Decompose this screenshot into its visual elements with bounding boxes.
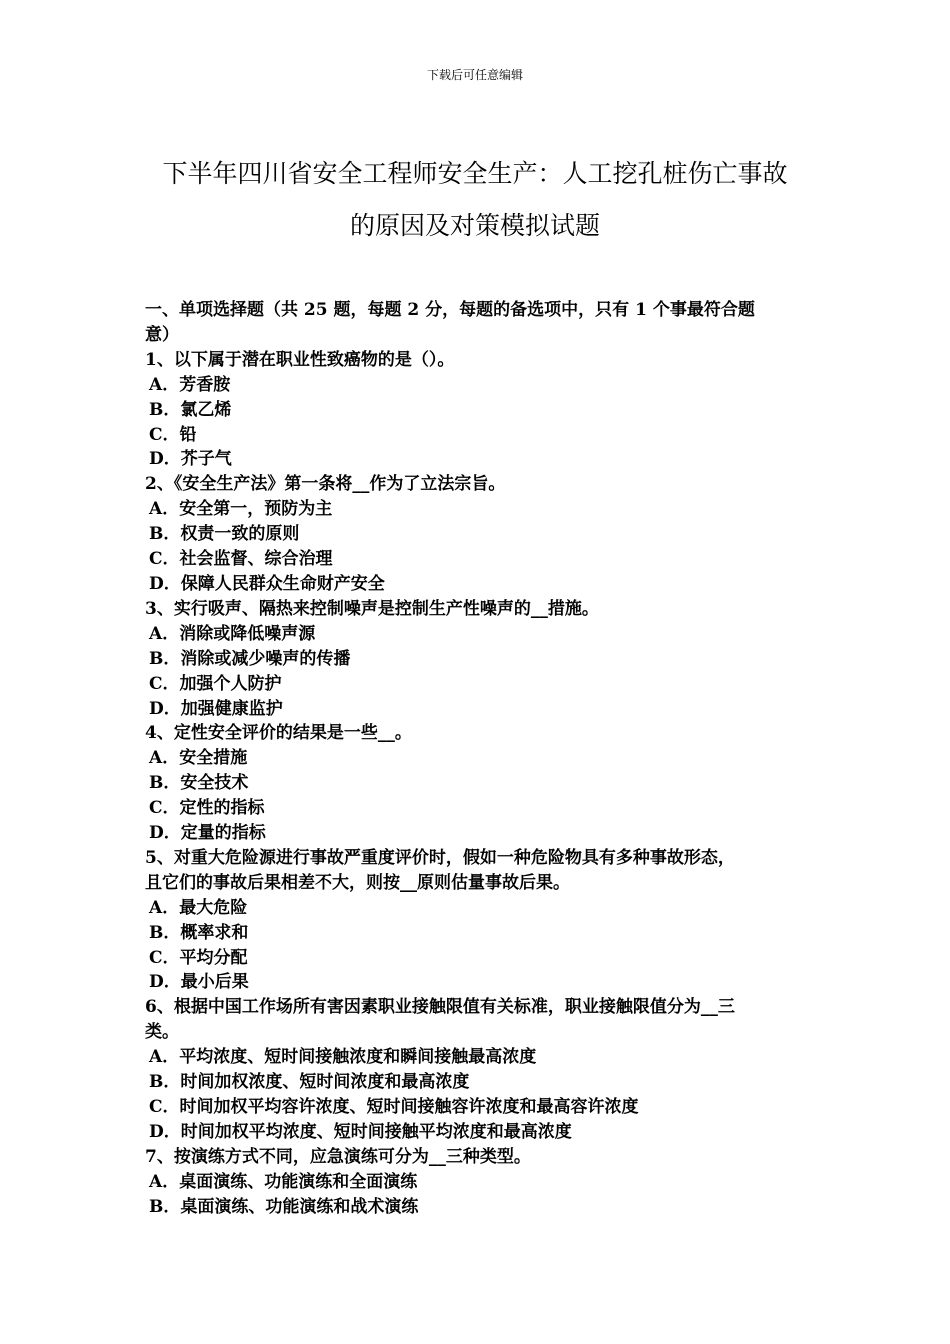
question-stem: 1、以下属于潜在职业性致癌物的是（）。 (145, 349, 455, 370)
option-b: B．桌面演练、功能演练和战术演练 (149, 1196, 419, 1217)
option-b: B．氯乙烯 (149, 399, 232, 420)
question-stem: 6、根据中国工作场所有害因素职业接触限值有关标准，职业接触限值分为__三 (145, 997, 735, 1018)
option-a: A．最大危险 (149, 897, 248, 918)
question-stem: 7、按演练方式不同，应急演练可分为__三种类型。 (145, 1146, 531, 1167)
option-d: D．保障人民群众生命财产安全 (149, 573, 385, 594)
question-stem: 3、实行吸声、隔热来控制噪声是控制生产性噪声的__措施。 (145, 598, 599, 619)
option-a: A．桌面演练、功能演练和全面演练 (149, 1171, 418, 1192)
question-stem: 类。 (145, 1022, 179, 1043)
section-heading-line: 一、单项选择题（共 25 题，每题 2 分，每题的备选项中，只有 1 个事最符合题 (145, 300, 755, 320)
option-a: A．安全措施 (149, 748, 248, 769)
question-5 (145, 846, 810, 995)
question-stem: 2、《安全生产法》第一条将__作为了立法宗旨。 (145, 474, 506, 495)
option-c: C．铅 (149, 424, 197, 445)
option-c: C．定性的指标 (149, 798, 265, 819)
option-a: A．芳香胺 (149, 374, 231, 395)
question-4 (145, 721, 810, 846)
question-3 (145, 597, 810, 722)
question-stem: 4、定性安全评价的结果是一些__。 (145, 723, 412, 744)
question-6 (145, 995, 810, 1144)
question-2 (145, 472, 810, 597)
option-d: D．芥子气 (149, 449, 232, 470)
option-b: B．概率求和 (149, 922, 249, 943)
option-a: A．平均浓度、短时间接触浓度和瞬间接触最高浓度 (149, 1047, 537, 1068)
question-stem: 5、对重大危险源进行事故严重度评价时，假如一种危险物具有多种事故形态， (145, 847, 735, 868)
page-title (130, 148, 820, 252)
question-1 (145, 348, 810, 473)
section-heading-line: 意） (145, 324, 179, 345)
title-line: 的原因及对策模拟试题 (349, 211, 600, 240)
option-a: A．消除或降低噪声源 (149, 623, 316, 644)
section-heading (145, 298, 810, 348)
option-b: B．时间加权浓度、短时间浓度和最高浓度 (149, 1072, 470, 1093)
option-d: D．定量的指标 (149, 823, 266, 844)
option-c: C．加强个人防护 (149, 673, 282, 694)
header-note: 下载后可任意编辑 (426, 68, 523, 82)
option-d: D．时间加权平均浓度、短时间接触平均浓度和最高浓度 (149, 1121, 572, 1142)
document-body (145, 298, 810, 1220)
option-a: A．安全第一，预防为主 (149, 499, 333, 520)
option-b: B．权责一致的原则 (149, 524, 300, 545)
option-d: D．最小后果 (149, 972, 249, 993)
option-c: C．社会监督、综合治理 (149, 549, 333, 570)
question-stem: 且它们的事故后果相差不大，则按__原则估量事故后果。 (145, 872, 570, 893)
option-c: C．时间加权平均容许浓度、短时间接触容许浓度和最高容许浓度 (149, 1097, 639, 1117)
option-b: B．安全技术 (149, 773, 249, 794)
question-7 (145, 1145, 810, 1220)
title-line: 下半年四川省安全工程师安全生产：人工挖孔桩伤亡事故 (162, 159, 788, 188)
option-b: B．消除或减少噪声的传播 (149, 648, 351, 669)
option-c: C．平均分配 (149, 947, 248, 968)
option-d: D．加强健康监护 (149, 698, 283, 719)
